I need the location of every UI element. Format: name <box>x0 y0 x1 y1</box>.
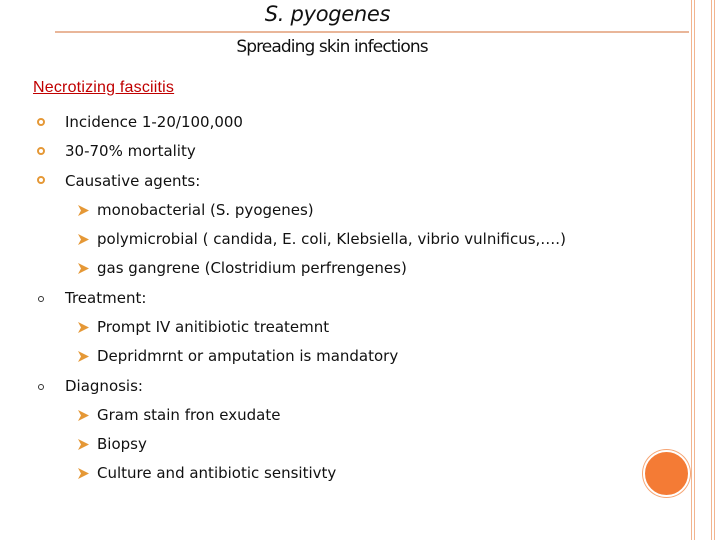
list-item: Diagnosis: <box>65 377 143 395</box>
list-item: Causative agents: <box>65 172 201 190</box>
section-heading: Necrotizing fasciitis <box>33 79 175 96</box>
arrow-bullet-icon <box>78 234 89 245</box>
slide-title: S. pyogenes <box>264 2 391 26</box>
list-item: Biopsy <box>78 434 147 454</box>
circle-bullet-icon <box>38 296 44 302</box>
circle-bullet-icon <box>38 384 44 390</box>
list-item: Culture and antibiotic sensitivty <box>78 463 336 483</box>
circle-bullet-icon <box>37 147 45 155</box>
list-item: polymicrobial ( candida, E. coli, Klebsiella, vibrio vulnificus,….) <box>78 229 566 249</box>
arrow-bullet-icon <box>78 263 89 274</box>
decorative-circle <box>643 450 690 497</box>
decorative-border-line <box>711 0 712 540</box>
list-item: Gram stain fron exudate <box>78 405 280 425</box>
decorative-border-line <box>694 0 695 540</box>
list-item: monobacterial (S. pyogenes) <box>78 200 314 220</box>
title-divider <box>55 31 689 33</box>
arrow-bullet-icon <box>78 205 89 216</box>
arrow-bullet-icon <box>78 439 89 450</box>
slide-subtitle: Spreading skin infections <box>236 37 428 57</box>
arrow-bullet-icon <box>78 351 89 362</box>
circle-bullet-icon <box>37 176 45 184</box>
decorative-border-line <box>714 0 715 540</box>
list-item: gas gangrene (Clostridium perfrengenes) <box>78 258 407 278</box>
list-item: Depridmrnt or amputation is mandatory <box>78 346 398 366</box>
arrow-bullet-icon <box>78 322 89 333</box>
list-item: Treatment: <box>65 289 147 307</box>
list-item: Incidence 1-20/100,000 <box>65 113 243 131</box>
arrow-bullet-icon <box>78 468 89 479</box>
circle-bullet-icon <box>37 118 45 126</box>
arrow-bullet-icon <box>78 410 89 421</box>
list-item: 30-70% mortality <box>65 142 196 160</box>
decorative-border-line <box>691 0 692 540</box>
list-item: Prompt IV anitibiotic treatemnt <box>78 317 329 337</box>
